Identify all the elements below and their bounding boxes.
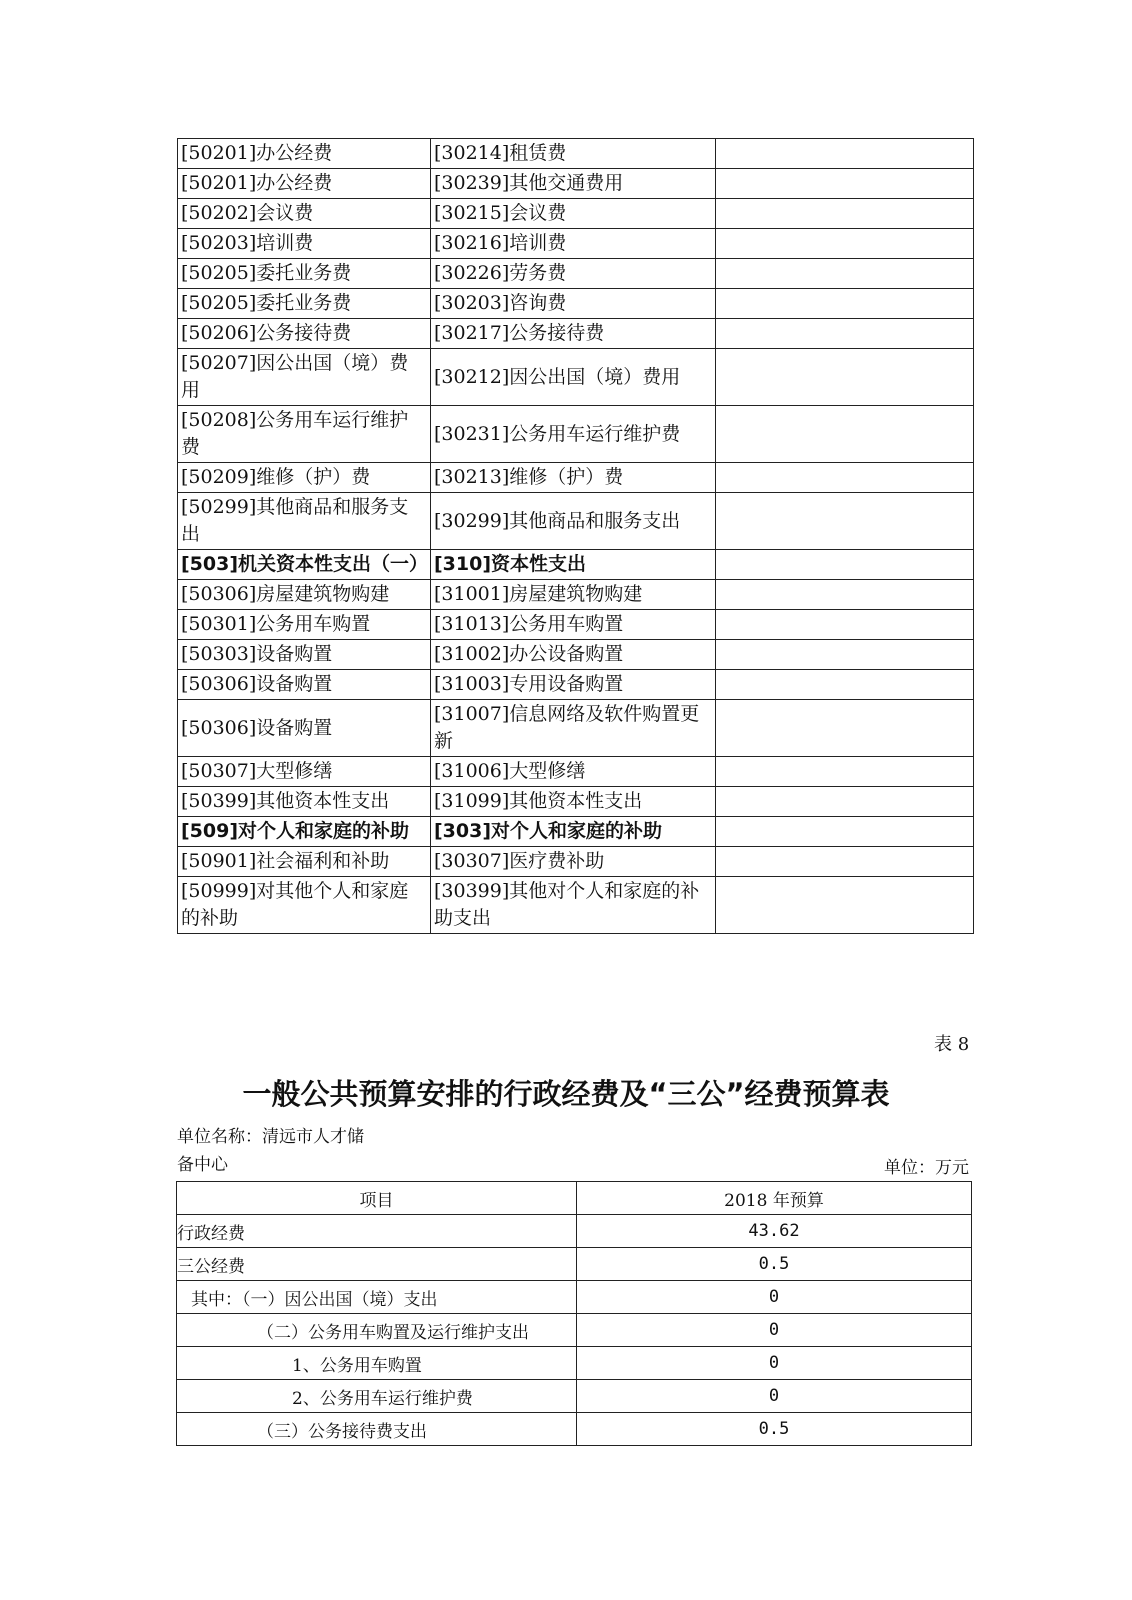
cell-right: [31002]办公设备购置 [431, 640, 716, 670]
table-row [178, 349, 974, 406]
currency-unit: 单位：万元 [884, 1158, 969, 1178]
cell-value [716, 787, 974, 817]
cell-value [716, 700, 974, 757]
table-row [178, 757, 974, 787]
cell-value [716, 169, 974, 199]
cell-amount: 0 [577, 1314, 972, 1347]
table-row [178, 229, 974, 259]
unit-name-line-1: 单位名称：清远市人才储 [177, 1127, 364, 1147]
cell-left: [50306]设备购置 [178, 700, 431, 757]
cell-right: [31013]公务用车购置 [431, 610, 716, 640]
cell-right: [303]对个人和家庭的补助 [431, 817, 716, 847]
unit-name [177, 1123, 364, 1179]
table-row [177, 1314, 972, 1347]
table-row [178, 493, 974, 550]
cell-item: 行政经费 [177, 1215, 577, 1248]
cell-right: [30299]其他商品和服务支出 [431, 493, 716, 550]
cell-amount: 43.62 [577, 1215, 972, 1248]
cell-left: [50208]公务用车运行维护费 [178, 406, 431, 463]
cell-left: [50901]社会福利和补助 [178, 847, 431, 877]
cell-amount: 0.5 [577, 1413, 972, 1446]
cell-right: [30216]培训费 [431, 229, 716, 259]
cell-right: [30217]公务接待费 [431, 319, 716, 349]
table-row [178, 199, 974, 229]
table-row [177, 1380, 972, 1413]
cell-value [716, 847, 974, 877]
cell-value [716, 580, 974, 610]
expense-mapping-table [177, 138, 974, 934]
cell-right: [30231]公务用车运行维护费 [431, 406, 716, 463]
cell-value [716, 406, 974, 463]
cell-value [716, 139, 974, 169]
cell-right: [31001]房屋建筑物购建 [431, 580, 716, 610]
table-row [178, 847, 974, 877]
cell-left: [50399]其他资本性支出 [178, 787, 431, 817]
cell-left: [50306]房屋建筑物购建 [178, 580, 431, 610]
cell-left: [50201]办公经费 [178, 169, 431, 199]
cell-right: [30213]维修（护）费 [431, 463, 716, 493]
cell-value [716, 670, 974, 700]
cell-left: [50205]委托业务费 [178, 259, 431, 289]
cell-left: [50301]公务用车购置 [178, 610, 431, 640]
cell-left: [50999]对其他个人和家庭的补助 [178, 877, 431, 934]
cell-amount: 0.5 [577, 1248, 972, 1281]
cell-left: [50201]办公经费 [178, 139, 431, 169]
table-row [178, 319, 974, 349]
cell-value [716, 640, 974, 670]
table-row [178, 817, 974, 847]
cell-left: [509]对个人和家庭的补助 [178, 817, 431, 847]
cell-value [716, 199, 974, 229]
table-row [177, 1281, 972, 1314]
table-row [178, 610, 974, 640]
cell-right: [310]资本性支出 [431, 550, 716, 580]
table-row [178, 169, 974, 199]
table-row [178, 700, 974, 757]
cell-right: [31006]大型修缮 [431, 757, 716, 787]
cell-left: [50306]设备购置 [178, 670, 431, 700]
cell-left: [50299]其他商品和服务支出 [178, 493, 431, 550]
budget-table [176, 1181, 972, 1446]
unit-name-line-2: 备中心 [177, 1155, 228, 1175]
cell-left: [50206]公务接待费 [178, 319, 431, 349]
cell-right: [30215]会议费 [431, 199, 716, 229]
cell-value [716, 757, 974, 787]
cell-amount: 0 [577, 1347, 972, 1380]
table-row [178, 640, 974, 670]
table-row [178, 550, 974, 580]
cell-left: [50205]委托业务费 [178, 289, 431, 319]
table-row [178, 259, 974, 289]
cell-value [716, 550, 974, 580]
table-row [178, 787, 974, 817]
cell-left: [50209]维修（护）费 [178, 463, 431, 493]
table-number: 表 8 [934, 1034, 970, 1055]
cell-left: [50203]培训费 [178, 229, 431, 259]
cell-left: [50307]大型修缮 [178, 757, 431, 787]
cell-value [716, 289, 974, 319]
cell-value [716, 493, 974, 550]
table-row [178, 670, 974, 700]
cell-value [716, 610, 974, 640]
table-row [178, 877, 974, 934]
cell-item: （三）公务接待费支出 [177, 1413, 577, 1446]
cell-item: （二）公务用车购置及运行维护支出 [177, 1314, 577, 1347]
cell-right: [30212]因公出国（境）费用 [431, 349, 716, 406]
cell-value [716, 259, 974, 289]
cell-item: 1、公务用车购置 [177, 1347, 577, 1380]
cell-right: [30239]其他交通费用 [431, 169, 716, 199]
table-row [178, 289, 974, 319]
cell-right: [30214]租赁费 [431, 139, 716, 169]
cell-item: 三公经费 [177, 1248, 577, 1281]
cell-left: [50207]因公出国（境）费用 [178, 349, 431, 406]
cell-value [716, 349, 974, 406]
header-budget: 2018 年预算 [577, 1182, 972, 1215]
cell-right: [30203]咨询费 [431, 289, 716, 319]
page-title: 一般公共预算安排的行政经费及“三公”经费预算表 [242, 1077, 890, 1111]
cell-left: [50202]会议费 [178, 199, 431, 229]
cell-right: [31003]专用设备购置 [431, 670, 716, 700]
cell-value [716, 319, 974, 349]
cell-right: [30399]其他对个人和家庭的补助支出 [431, 877, 716, 934]
table-row [177, 1215, 972, 1248]
cell-amount: 0 [577, 1281, 972, 1314]
table-row [177, 1347, 972, 1380]
table-row [178, 406, 974, 463]
table-row [178, 580, 974, 610]
cell-right: [31007]信息网络及软件购置更新 [431, 700, 716, 757]
cell-value [716, 817, 974, 847]
cell-left: [503]机关资本性支出（一） [178, 550, 431, 580]
cell-left: [50303]设备购置 [178, 640, 431, 670]
cell-value [716, 229, 974, 259]
table-header-row [177, 1182, 972, 1215]
table-row [177, 1248, 972, 1281]
cell-right: [30307]医疗费补助 [431, 847, 716, 877]
cell-value [716, 877, 974, 934]
cell-amount: 0 [577, 1380, 972, 1413]
header-item: 项目 [177, 1182, 577, 1215]
table-row [178, 139, 974, 169]
cell-item: 2、公务用车运行维护费 [177, 1380, 577, 1413]
table-row [178, 463, 974, 493]
cell-value [716, 463, 974, 493]
cell-item: 其中：（一）因公出国（境）支出 [177, 1281, 577, 1314]
cell-right: [31099]其他资本性支出 [431, 787, 716, 817]
cell-right: [30226]劳务费 [431, 259, 716, 289]
table-row [177, 1413, 972, 1446]
